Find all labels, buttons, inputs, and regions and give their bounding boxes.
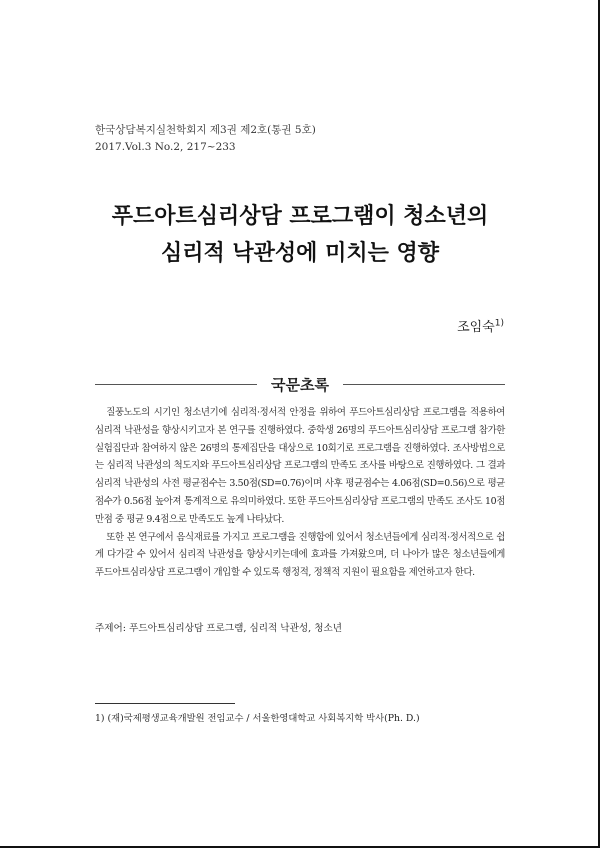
abstract-body xyxy=(95,404,505,582)
author-name: 조임숙 xyxy=(457,320,495,335)
abstract-heading xyxy=(95,374,505,395)
author-footnote-mark: 1) xyxy=(494,318,504,329)
title-line-1: 푸드아트심리상담 프로그램이 청소년의 xyxy=(111,204,489,229)
footnote: 1) (재)국제평생교육개발원 전임교수 / 서울한영대학교 사회복지학 박사(Ph. D.) xyxy=(95,713,420,724)
journal-name: 한국상담복지실천학회지 제3권 제2호(통권 5호) xyxy=(95,124,316,136)
journal-issue: 2017.Vol.3 No.2, 217~233 xyxy=(95,141,236,153)
journal-header xyxy=(95,122,316,156)
abstract-heading-label: 국문초록 xyxy=(271,376,329,394)
abstract-rule-left xyxy=(95,384,257,385)
title-line-2: 심리적 낙관성에 미치는 영향 xyxy=(160,241,439,266)
paper-title xyxy=(0,198,600,272)
author xyxy=(457,316,504,335)
abstract-rule-right xyxy=(343,384,505,385)
abstract-paragraph-2: 또한 본 연구에서 음식재료를 가지고 프로그램을 진행함에 있어서 청소년들에게 심리적·정서적으로 쉽게 다가갈 수 있어서 심리적 낙관성을 향상시키는데에 효과를 가져왔으며, 더 나아가 많은 청소년들에게 푸드아트심리상담 프로그램이 개입할 수 있도록 행정적, 정책적 지원이 필요함을 제언하고자 한다. xyxy=(95,531,505,579)
keywords: 주제어: 푸드아트심리상담 프로그램, 심리적 낙관성, 청소년 xyxy=(95,623,343,634)
abstract-paragraph-1: 질풍노도의 시기인 청소년기에 심리적·정서적 안정을 위하여 푸드아트심리상담 프로그램을 적용하여 심리적 낙관성을 향상시키고자 본 연구를 진행하였다. 중학생 26명의 푸드아트심리상담 프로그램 참가한 실험집단과 참여하지 않은 26명의 통제집단을 대상으로 10회기로 프로그램을 진행하였다. 조사방법으로는 심리적 낙관성의 척도지와 푸드아트심리상담 프로그램의 만족도 조사를 바탕으로 진행하였다. 그 결과 심리적 낙관성의 사전 평균점수는 3.50점(SD=0.76)이며 사후 평균점수는 4.06점(SD=0.56)으로 평균점수가 0.56점 높아져 통계적으로 유의미하였다. 또한 푸드아트심리상담 프로그램의 만족도 조사도 10점 만점 중 평균 9.4점으로 만족도도 높게 나타났다. xyxy=(95,407,505,525)
footnote-divider xyxy=(95,703,235,704)
